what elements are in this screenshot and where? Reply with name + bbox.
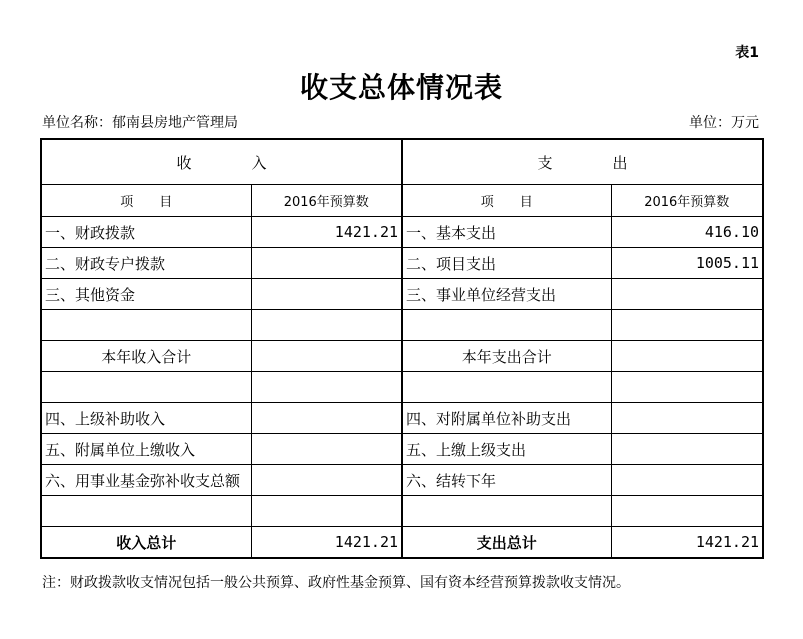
table-row	[41, 310, 763, 341]
income-item-cell: 五、附属单位上缴收入	[41, 434, 251, 465]
table-column-header-row	[41, 185, 763, 217]
page-title: 收支总体情况表	[299, 71, 503, 104]
income-item-cell: 六、用事业基金弥补收支总额	[41, 465, 251, 496]
income-budget-column-header: 2016年预算数	[251, 185, 402, 217]
expense-subtotal-label: 本年支出合计	[402, 341, 611, 372]
expense-item-column-header: 项 目	[402, 185, 611, 217]
income-value-cell	[251, 403, 402, 434]
table-row	[41, 434, 763, 465]
expense-value-cell: 1005.11	[611, 248, 763, 279]
expense-item-cell	[402, 372, 611, 403]
table-row	[41, 465, 763, 496]
expense-value-cell: 416.10	[611, 217, 763, 248]
income-value-cell: 1421.21	[251, 217, 402, 248]
income-value-cell	[251, 310, 402, 341]
table-row	[41, 217, 763, 248]
expense-value-cell	[611, 310, 763, 341]
expense-value-cell	[611, 465, 763, 496]
expense-item-cell: 三、事业单位经营支出	[402, 279, 611, 310]
table-number: 表1	[735, 45, 759, 61]
expense-value-cell	[611, 372, 763, 403]
income-item-cell	[41, 310, 251, 341]
income-value-cell	[251, 279, 402, 310]
expense-item-cell	[402, 496, 611, 527]
table-row	[41, 403, 763, 434]
table-row	[41, 279, 763, 310]
income-value-cell	[251, 372, 402, 403]
income-value-cell	[251, 341, 402, 372]
income-item-cell: 一、财政拨款	[41, 217, 251, 248]
income-item-cell	[41, 372, 251, 403]
income-group-header: 收 入	[41, 139, 402, 185]
expense-item-cell: 一、基本支出	[402, 217, 611, 248]
income-total-label: 收入总计	[41, 527, 251, 559]
expense-item-cell	[402, 310, 611, 341]
income-item-cell: 三、其他资金	[41, 279, 251, 310]
income-subtotal-label: 本年收入合计	[41, 341, 251, 372]
income-item-cell: 二、财政专户拨款	[41, 248, 251, 279]
expense-budget-column-header: 2016年预算数	[611, 185, 763, 217]
table-row	[41, 496, 763, 527]
table-total-row	[41, 527, 763, 559]
table-row	[41, 341, 763, 372]
expense-value-cell	[611, 434, 763, 465]
table-row	[41, 248, 763, 279]
expense-value-cell	[611, 403, 763, 434]
expense-value-cell	[611, 496, 763, 527]
footnote: 注：财政拨款收支情况包括一般公共预算、政府性基金预算、国有资本经营预算拨款收支情况。	[42, 575, 630, 591]
expense-total-value: 1421.21	[611, 527, 763, 559]
table-group-header-row	[41, 139, 763, 185]
income-value-cell	[251, 434, 402, 465]
income-item-column-header: 项 目	[41, 185, 251, 217]
income-value-cell	[251, 496, 402, 527]
unit-name-label: 单位名称：郁南县房地产管理局	[42, 115, 238, 131]
currency-unit-label: 单位：万元	[689, 115, 759, 131]
income-value-cell	[251, 248, 402, 279]
budget-summary-table	[40, 138, 764, 559]
table-row	[41, 372, 763, 403]
expense-value-cell	[611, 341, 763, 372]
income-item-cell	[41, 496, 251, 527]
income-value-cell	[251, 465, 402, 496]
expense-total-label: 支出总计	[402, 527, 611, 559]
expense-group-header: 支 出	[402, 139, 763, 185]
income-total-value: 1421.21	[251, 527, 402, 559]
expense-item-cell: 六、结转下年	[402, 465, 611, 496]
income-item-cell: 四、上级补助收入	[41, 403, 251, 434]
expense-item-cell: 四、对附属单位补助支出	[402, 403, 611, 434]
expense-item-cell: 二、项目支出	[402, 248, 611, 279]
expense-value-cell	[611, 279, 763, 310]
expense-item-cell: 五、上缴上级支出	[402, 434, 611, 465]
